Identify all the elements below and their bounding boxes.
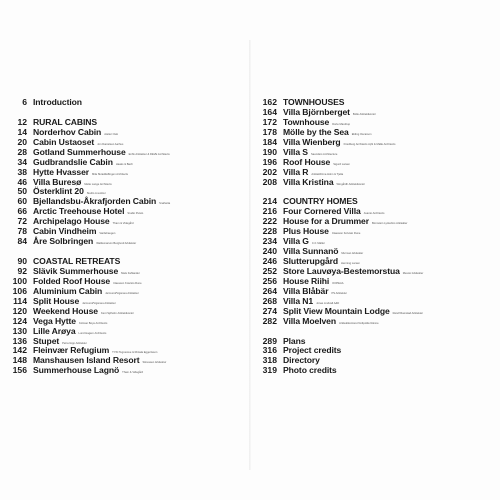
toc-page-number: 268 bbox=[262, 295, 277, 306]
toc-page-number: 124 bbox=[12, 315, 27, 326]
toc-architect-credit: TYIN Tegnestue & Rintala Eggertsson bbox=[112, 351, 158, 355]
toc-architect-credit: Vardehaugen bbox=[99, 232, 116, 236]
toc-page-number: 228 bbox=[262, 226, 277, 237]
toc-title: TOWNHOUSES bbox=[283, 97, 345, 107]
toc-title: Vega Hytte bbox=[33, 315, 76, 326]
toc-architect-credit: Lund Hagem Architects bbox=[78, 331, 107, 335]
toc-entry[interactable] bbox=[4, 98, 248, 108]
toc-page-number: 130 bbox=[12, 325, 27, 336]
toc-title: Villa Kristina bbox=[283, 176, 334, 187]
toc-page-number: 172 bbox=[262, 116, 277, 127]
toc-title: Four Cornered Villa bbox=[283, 206, 361, 217]
toc-architect-credit: Petra Gipp Arkitektur bbox=[62, 341, 87, 345]
toc-architect-credit: Wingårdh Arkitektkontor bbox=[336, 182, 366, 186]
toc-title: Photo credits bbox=[283, 365, 337, 376]
toc-architect-credit: OOPEAA bbox=[332, 281, 344, 285]
toc-title: Fleinvær Refugium bbox=[33, 345, 110, 356]
toc-page-number: 319 bbox=[262, 365, 277, 376]
toc-architect-credit: Reiulf Ramstad Arkitekter bbox=[392, 311, 423, 315]
toc-architect-credit: Jonas Lindvall A&D bbox=[316, 301, 340, 305]
toc-page-number: 66 bbox=[17, 206, 27, 217]
toc-page-number: 72 bbox=[17, 216, 27, 227]
toc-title: Norderhov Cabin bbox=[33, 126, 102, 137]
toc-page-number: 246 bbox=[262, 256, 277, 266]
toc-architect-credit: Sigurd Larsen bbox=[333, 162, 350, 166]
toc-title: Österklint 20 bbox=[33, 186, 84, 197]
toc-title: Villa Björnberget bbox=[283, 106, 350, 117]
toc-architect-credit: Studio Puisto bbox=[127, 212, 144, 216]
toc-page-number: 289 bbox=[262, 335, 277, 346]
toc-title: Cabin Vindheim bbox=[33, 226, 97, 237]
toc-page-number: 28 bbox=[17, 146, 27, 157]
toc-title: Summerhouse Lagnö bbox=[33, 365, 120, 376]
toc-title: Gotland Summerhouse bbox=[33, 146, 126, 157]
toc-architect-credit: Henning Larsen bbox=[341, 262, 361, 265]
toc-architect-credit: Bolle Arkitektkontor bbox=[352, 112, 376, 116]
toc-page-number: 190 bbox=[262, 146, 277, 157]
toc-page-number: 114 bbox=[13, 295, 27, 306]
toc-entry[interactable] bbox=[254, 168, 498, 178]
toc-title: Bjellandsbu-Åkrafjorden Cabin bbox=[33, 196, 157, 207]
toc-page-number: 20 bbox=[17, 136, 27, 147]
toc-page-number: 208 bbox=[262, 176, 277, 187]
toc-architect-credit: Arkitektfirma Holm & Tjelta bbox=[311, 172, 344, 176]
toc-entry[interactable] bbox=[254, 178, 498, 188]
toc-architect-credit: Elding Oscarson bbox=[351, 132, 372, 136]
toc-page-number: 162 bbox=[262, 97, 277, 107]
toc-title: Cabin Ustaoset bbox=[33, 136, 95, 147]
toc-page-number: 274 bbox=[262, 305, 277, 316]
toc-page-number: 196 bbox=[262, 156, 277, 167]
toc-page-number: 136 bbox=[12, 335, 27, 346]
toc-architect-credit: Mila Skraddelfingen Architects bbox=[92, 172, 129, 176]
toc-title: COUNTRY HOMES bbox=[283, 196, 358, 207]
toc-page-number: 222 bbox=[262, 216, 277, 227]
toc-page-number: 252 bbox=[262, 265, 277, 276]
toc-page-number: 264 bbox=[262, 285, 277, 296]
toc-title: House Riihi bbox=[283, 275, 330, 286]
toc-title: Weekend House bbox=[33, 305, 98, 316]
toc-title: Arctic Treehouse Hotel bbox=[33, 206, 125, 217]
toc-title: Villa Buresø bbox=[33, 176, 82, 187]
toc-architect-credit: Enflo Arkitekter & DEVE Architects bbox=[128, 152, 170, 156]
toc-title: RURAL CABINS bbox=[33, 116, 98, 127]
toc-architect-credit: Dorte Mandrup bbox=[332, 122, 351, 126]
toc-architect-credit: Arkitektkontoret Noltpolde Rønne bbox=[339, 321, 379, 325]
toc-architect-credit: Snøhetta bbox=[159, 202, 171, 206]
toc-page-number: 156 bbox=[12, 365, 27, 376]
toc-page-number: 178 bbox=[262, 126, 277, 137]
toc-architect-credit: Tham & Videgård bbox=[112, 222, 134, 226]
toc-title: Villa Sunnanö bbox=[283, 246, 339, 257]
toc-entry[interactable] bbox=[4, 168, 248, 178]
toc-page-number: 214 bbox=[262, 196, 277, 207]
toc-architect-credit: PS Arkitektur bbox=[331, 291, 347, 295]
toc-page-number: 12 bbox=[17, 116, 27, 127]
toc-title: Villa N1 bbox=[283, 295, 314, 306]
toc-title: Slävik Summerhouse bbox=[33, 265, 119, 276]
toc-title: Villa R bbox=[283, 166, 309, 177]
toc-architect-credit: Jarmund/Vigsnæs Arkitekter bbox=[82, 301, 116, 305]
toc-architect-credit: Haaks & Bach bbox=[115, 162, 133, 166]
toc-page-number: 164 bbox=[262, 106, 277, 117]
toc-architect-credit: C.F. Møller bbox=[311, 242, 325, 246]
toc-page-number: 84 bbox=[17, 236, 27, 247]
toc-title: Aluminium Cabin bbox=[33, 285, 103, 296]
toc-architect-credit: Mats Fahlander bbox=[121, 271, 140, 275]
toc-title: Plans bbox=[283, 335, 306, 346]
toc-entry[interactable] bbox=[4, 327, 248, 337]
toc-page-number: 316 bbox=[262, 345, 277, 356]
toc-architect-credit: Kolman Boye Architects bbox=[78, 321, 108, 325]
toc-page-number: 78 bbox=[17, 226, 27, 237]
toc-title: Villa S bbox=[283, 146, 308, 157]
toc-architect-credit: Jarmund/Vigsnæs Arkitekter bbox=[105, 291, 139, 295]
toc-entry[interactable] bbox=[254, 317, 498, 327]
toc-title: Åre Solbringen bbox=[33, 236, 94, 247]
toc-architect-credit: Avanto Architects bbox=[363, 212, 385, 216]
toc-architect-credit: Friedberg Architects ApS & Mølle Architects bbox=[343, 142, 396, 146]
toc-page-number: 106 bbox=[12, 285, 27, 296]
toc-title: Project credits bbox=[283, 345, 342, 356]
toc-architect-credit: Tham & Videgård bbox=[122, 371, 144, 375]
toc-title: Store Lauvøya-Bestemorstua bbox=[283, 265, 400, 276]
toc-entry[interactable] bbox=[254, 366, 498, 376]
toc-entry[interactable] bbox=[4, 237, 248, 247]
toc-page-number: 34 bbox=[17, 156, 27, 167]
toc-title: Plus House bbox=[283, 226, 329, 237]
book-gutter bbox=[249, 40, 251, 470]
toc-architect-credit: Waldemarson Berglund Arkitekter bbox=[96, 242, 137, 246]
toc-left-column bbox=[4, 98, 248, 376]
toc-architect-credit: Saunders Architecture bbox=[310, 152, 338, 156]
toc-architect-credit: Mesoic Arkitekter bbox=[402, 271, 424, 275]
toc-page-number: 14 bbox=[17, 126, 27, 137]
toc-title: Folded Roof House bbox=[33, 275, 111, 286]
toc-architect-credit: Bornstein Lyckefors Arkitekter bbox=[371, 222, 408, 226]
toc-entry[interactable] bbox=[4, 366, 248, 376]
toc-right-column bbox=[254, 98, 498, 376]
toc-page-number: 90 bbox=[17, 256, 27, 266]
toc-page-number: 216 bbox=[262, 206, 277, 217]
toc-title: House for a Drummer bbox=[283, 216, 369, 227]
toc-title: Directory bbox=[283, 355, 320, 366]
toc-title: Townhouse bbox=[283, 116, 330, 127]
toc-title: Villa Moelven bbox=[283, 315, 336, 326]
toc-architect-credit: Claesson Koivisto Rune bbox=[331, 232, 361, 236]
toc-title: Roof House bbox=[283, 156, 331, 167]
toc-title: Lille Arøya bbox=[33, 325, 76, 336]
toc-title: Split House bbox=[33, 295, 80, 306]
toc-page-number: 38 bbox=[17, 166, 27, 177]
toc-architect-credit: Stinessen Arkitektur bbox=[142, 361, 167, 365]
toc-page-number: 256 bbox=[262, 275, 277, 286]
toc-page-number: 6 bbox=[22, 97, 27, 107]
toc-page-number: 142 bbox=[12, 345, 27, 356]
toc-title: Slutterupgård bbox=[283, 256, 339, 266]
toc-page-number: 50 bbox=[17, 186, 27, 197]
toc-title: Split View Mountain Lodge bbox=[283, 305, 390, 316]
toc-page-number: 120 bbox=[12, 305, 27, 316]
toc-architect-credit: Studio A-tecktur bbox=[86, 192, 106, 196]
toc-architect-credit: Claesson Koivisto Rune bbox=[113, 281, 142, 285]
toc-architect-credit: Jon Danielsen Aarhus bbox=[97, 142, 124, 146]
toc-page-number: 148 bbox=[12, 355, 27, 366]
toc-title: Mölle by the Sea bbox=[283, 126, 349, 137]
toc-page-number: 282 bbox=[262, 315, 277, 326]
toc-architect-credit: Kent Sjöholm Arkitektkontor bbox=[100, 311, 134, 315]
toc-title: Villa G bbox=[283, 236, 309, 247]
toc-title: Archipelago House bbox=[33, 216, 110, 227]
toc-architect-credit: Mette Lange Architects bbox=[84, 182, 112, 186]
toc-page-number: 92 bbox=[17, 265, 27, 276]
toc-architect-credit: Atelier Oslo bbox=[104, 132, 119, 136]
toc-title: Introduction bbox=[33, 97, 82, 107]
toc-page-number: 60 bbox=[17, 196, 27, 207]
toc-architect-credit: Murman Arkitekter bbox=[341, 252, 364, 256]
toc-title: Manshausen Island Resort bbox=[33, 355, 140, 366]
toc-title: Villa Blåbär bbox=[283, 285, 329, 296]
toc-title: Stupet bbox=[33, 335, 60, 346]
toc-page-number: 318 bbox=[262, 355, 277, 366]
toc-page-number: 234 bbox=[262, 236, 277, 247]
toc-page-number: 184 bbox=[262, 136, 277, 147]
toc-page-number: 100 bbox=[12, 275, 27, 286]
toc-title: Gudbrandslie Cabin bbox=[33, 156, 113, 167]
toc-title: Villa Wienberg bbox=[283, 136, 341, 147]
toc-page-number: 240 bbox=[262, 246, 277, 257]
toc-title: Hytte Hvasser bbox=[33, 166, 90, 177]
toc-page-number: 46 bbox=[17, 176, 27, 187]
toc-page-number: 202 bbox=[262, 166, 277, 177]
toc-title: COASTAL RETREATS bbox=[33, 256, 121, 266]
